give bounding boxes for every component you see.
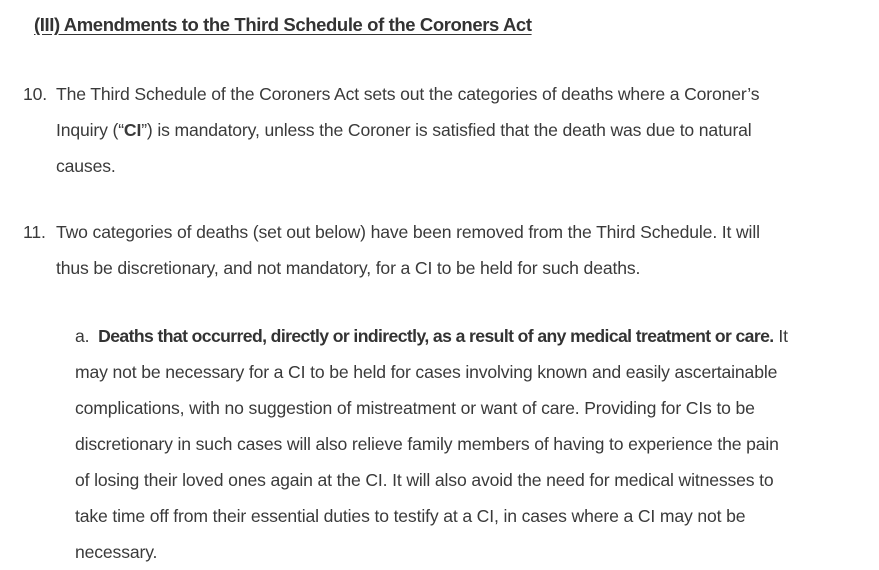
subparagraph-line: necessary. [75, 542, 158, 562]
inquiry-prefix: Inquiry (“ [56, 120, 124, 140]
ci-abbreviation: CI [123, 120, 142, 140]
subparagraph-line: of losing their loved ones again at the CI. It will also avoid the need for medical witnesses to [75, 470, 774, 490]
paragraph-line: thus be discretionary, and not mandatory, for a CI to be held for such deaths. [56, 258, 641, 278]
subparagraph-line: complications, with no suggestion of mistreatment or want of care. Providing for CIs to be [75, 398, 755, 418]
paragraph-10 [23, 76, 760, 184]
subparagraph-marker: a. [75, 326, 90, 346]
paragraph-number: 11. [23, 222, 46, 242]
paragraph-line: The Third Schedule of the Coroners Act sets out the categories of deaths where a Coroner’s [56, 84, 760, 104]
paragraph-11 [23, 214, 760, 286]
paragraph-line: causes. [56, 156, 116, 176]
paragraph-line: Two categories of deaths (set out below) have been removed from the Third Schedule. It will [56, 222, 760, 242]
paragraph-line [56, 112, 759, 148]
subparagraph-tail: It [773, 326, 788, 346]
subparagraph-line: discretionary in such cases will also relieve family members of having to experience the pain [75, 434, 779, 454]
subparagraph-line [75, 318, 788, 354]
subparagraph-line: may not be necessary for a CI to be held for cases involving known and easily ascertainable [75, 362, 778, 382]
paragraph-number: 10. [23, 84, 48, 104]
subparagraph-a [75, 318, 788, 570]
subparagraph-line: take time off from their essential duties to testify at a CI, in cases where a CI may not be [75, 506, 746, 526]
subparagraph-lead: Deaths that occurred, directly or indirectly, as a result of any medical treatment or care. [98, 326, 774, 346]
inquiry-suffix: ”) is mandatory, unless the Coroner is satisfied that the death was due to natural [141, 120, 752, 140]
section-heading: (III) Amendments to the Third Schedule of the Coroners Act [34, 14, 532, 35]
